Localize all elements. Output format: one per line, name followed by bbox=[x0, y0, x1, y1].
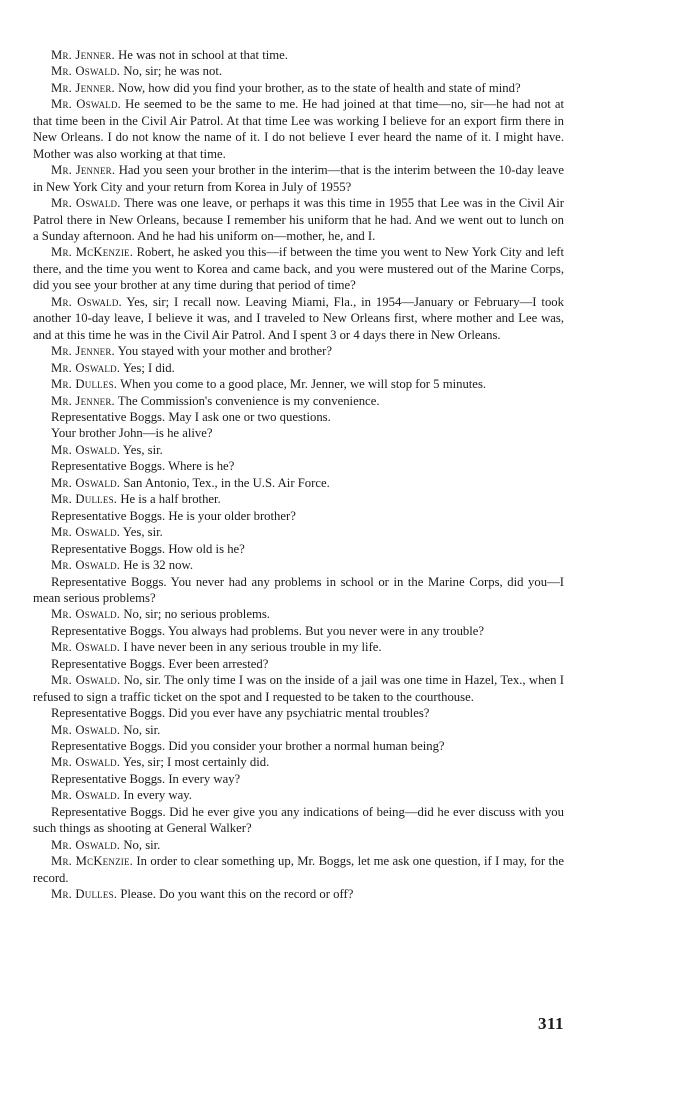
speaker-name: Mr. Oswald. bbox=[51, 755, 121, 770]
transcript-paragraph bbox=[33, 672, 564, 705]
paragraph-text: No, sir; he was not. bbox=[120, 64, 223, 79]
speaker-name: Mr. Dulles. bbox=[51, 377, 118, 392]
speaker-name: Mr. Jenner. bbox=[51, 48, 115, 62]
transcript-paragraph bbox=[33, 606, 564, 622]
speaker-name: Mr. Oswald. bbox=[51, 442, 121, 457]
transcript-paragraph bbox=[33, 475, 564, 491]
paragraph-text: No, sir. bbox=[120, 837, 161, 852]
transcript-paragraph bbox=[33, 195, 564, 244]
transcript-paragraph bbox=[33, 722, 564, 738]
paragraph-text: Representative Boggs. He is your older brother? bbox=[51, 508, 296, 523]
paragraph-text: I have never been in any serious trouble in my life. bbox=[120, 640, 382, 655]
transcript-paragraph bbox=[33, 557, 564, 573]
paragraph-text: In order to clear something up, Mr. Boggs, let me ask one question, if I may, for the record. bbox=[33, 854, 564, 885]
paragraph-text: There was one leave, or perhaps it was this time in 1955 that Lee was in the Civil Air Patrol there in New Orleans, because I remember his uniform that he had. And we went out to lunch on a Sunday afternoon. And he had his uniform on—mother, he, and I. bbox=[33, 196, 564, 243]
transcript-paragraph bbox=[33, 508, 564, 524]
transcript-paragraph bbox=[33, 574, 564, 607]
paragraph-text: Representative Boggs. May I ask one or two questions. bbox=[51, 409, 331, 424]
paragraph-text: Representative Boggs. How old is he? bbox=[51, 541, 245, 556]
transcript-paragraph bbox=[33, 754, 564, 770]
transcript-paragraph bbox=[33, 639, 564, 655]
transcript-paragraph bbox=[33, 360, 564, 376]
paragraph-text: He seemed to be the same to me. He had joined at that time—no, sir—he had not at that time been in the Civil Air Patrol. At that time Lee was working I believe for an export firm there in New Orleans. I do not know the name of it. I do not believe I ever heard the name of it. I might have. Mother was also working at that time. bbox=[33, 97, 564, 161]
paragraph-text: Yes, sir. bbox=[120, 525, 163, 540]
transcript-paragraph bbox=[33, 376, 564, 392]
paragraph-text: He is a half brother. bbox=[117, 492, 221, 507]
transcript-paragraph bbox=[33, 656, 564, 672]
transcript-paragraph bbox=[33, 343, 564, 359]
transcript-paragraph bbox=[33, 787, 564, 803]
paragraph-text: When you come to a good place, Mr. Jenner, we will stop for 5 minutes. bbox=[117, 377, 487, 392]
speaker-name: Mr. Oswald. bbox=[51, 607, 121, 622]
paragraph-text: Now, how did you find your brother, as to the state of health and state of mind? bbox=[114, 80, 521, 95]
speaker-name: Mr. Oswald. bbox=[51, 196, 121, 211]
transcript-paragraph bbox=[33, 244, 564, 293]
transcript-paragraph bbox=[33, 294, 564, 343]
transcript-paragraph bbox=[33, 623, 564, 639]
paragraph-text: No, sir; no serious problems. bbox=[120, 607, 270, 622]
speaker-name: Mr. Oswald. bbox=[51, 558, 121, 573]
transcript-paragraph bbox=[33, 47, 564, 63]
transcript-paragraph bbox=[33, 409, 564, 425]
speaker-name: Mr. Jenner. bbox=[51, 163, 116, 178]
speaker-name: Mr. McKenzie. bbox=[51, 854, 134, 869]
paragraph-text: Yes, sir. bbox=[120, 442, 163, 457]
speaker-name: Mr. Dulles. bbox=[51, 492, 118, 507]
speaker-name: Mr. Dulles. bbox=[51, 887, 118, 902]
transcript-paragraph bbox=[33, 853, 564, 886]
transcript-paragraph bbox=[33, 393, 564, 409]
transcript-paragraph bbox=[33, 491, 564, 507]
paragraph-text: Had you seen your brother in the interim—that is the interim between the 10-day leave in New York City and your return from Korea in July of 1955? bbox=[33, 163, 564, 194]
paragraph-text: In every way. bbox=[120, 788, 192, 803]
paragraph-text: He was not in school at that time. bbox=[114, 48, 288, 62]
paragraph-text: Representative Boggs. Where is he? bbox=[51, 459, 235, 474]
speaker-name: Mr. Oswald. bbox=[51, 788, 121, 803]
transcript-paragraph bbox=[33, 425, 564, 441]
speaker-name: Mr. Oswald. bbox=[51, 294, 122, 309]
transcript-paragraph bbox=[33, 738, 564, 754]
paragraph-text: Representative Boggs. Did he ever give you any indications of being—did he ever discuss with you such things as shooting at General Walker? bbox=[33, 804, 564, 836]
speaker-name: Mr. Oswald. bbox=[51, 640, 121, 655]
page-number: 311 bbox=[537, 1014, 564, 1033]
speaker-name: Mr. Jenner. bbox=[51, 393, 115, 408]
paragraph-text: Yes, sir; I most certainly did. bbox=[120, 755, 270, 770]
paragraph-text: Representative Boggs. Did you consider your brother a normal human being? bbox=[51, 739, 445, 754]
transcript-paragraph bbox=[33, 458, 564, 474]
paragraph-text: Representative Boggs. Ever been arrested? bbox=[51, 656, 269, 671]
transcript-paragraph bbox=[33, 886, 564, 902]
transcript-paragraph bbox=[33, 96, 564, 162]
paragraph-text: Please. Do you want this on the record or off? bbox=[117, 887, 354, 902]
speaker-name: Mr. Oswald. bbox=[51, 475, 121, 490]
speaker-name: Mr. Oswald. bbox=[51, 360, 121, 375]
speaker-name: Mr. Jenner. bbox=[51, 80, 115, 95]
speaker-name: Mr. Oswald. bbox=[51, 97, 122, 112]
paragraph-text: No, sir. The only time I was on the inside of a jail was one time in Hazel, Tex., when I refused to sign a traffic ticket on the spot and I requested to be taken to the courthouse. bbox=[33, 673, 564, 704]
transcript-paragraph bbox=[33, 705, 564, 721]
paragraph-text: Representative Boggs. Did you ever have any psychiatric mental troubles? bbox=[51, 706, 430, 721]
paragraph-text: Your brother John—is he alive? bbox=[51, 426, 213, 441]
speaker-name: Mr. Oswald. bbox=[51, 722, 121, 737]
transcript-paragraph bbox=[33, 162, 564, 195]
paragraph-text: Robert, he asked you this—if between the time you went to New York City and left there, and the time you went to Korea and came back, and you were mustered out of the Marine Corps, did you see your brother at any time during that period of time? bbox=[33, 245, 564, 293]
paragraph-text: Yes; I did. bbox=[120, 360, 175, 375]
transcript-paragraph bbox=[33, 524, 564, 540]
paragraph-text: Yes, sir; I recall now. Leaving Miami, Fla., in 1954—January or February—I took another 10-day leave, I believe it was, and I traveled to New Orleans first, where mother and Lee was, and at this time he was in the Civil Air Patrol. And I spent 3 or 4 days there in New Orleans. bbox=[33, 294, 564, 342]
paragraph-text: He is 32 now. bbox=[120, 558, 194, 573]
transcript-paragraph bbox=[33, 63, 564, 79]
speaker-name: Mr. Oswald. bbox=[51, 673, 121, 688]
transcript-page bbox=[33, 47, 564, 903]
transcript-paragraph bbox=[33, 804, 564, 837]
speaker-name: Mr. Oswald. bbox=[51, 837, 121, 852]
paragraph-text: The Commission's convenience is my convenience. bbox=[114, 393, 380, 408]
transcript-paragraph bbox=[33, 442, 564, 458]
transcript-body bbox=[33, 47, 564, 903]
paragraph-text: No, sir. bbox=[120, 722, 161, 737]
paragraph-text: Representative Boggs. You never had any problems in school or in the Marine Corps, did you—I mean serious problems? bbox=[33, 574, 564, 605]
transcript-paragraph bbox=[33, 771, 564, 787]
transcript-paragraph bbox=[33, 837, 564, 853]
paragraph-text: Representative Boggs. In every way? bbox=[51, 771, 241, 786]
paragraph-text: San Antonio, Tex., in the U.S. Air Force. bbox=[120, 475, 330, 490]
speaker-name: Mr. Oswald. bbox=[51, 64, 121, 79]
paragraph-text: You stayed with your mother and brother? bbox=[114, 344, 332, 359]
speaker-name: Mr. McKenzie. bbox=[51, 245, 134, 260]
speaker-name: Mr. Oswald. bbox=[51, 525, 121, 540]
transcript-paragraph bbox=[33, 80, 564, 96]
speaker-name: Mr. Jenner. bbox=[51, 344, 115, 359]
transcript-paragraph bbox=[33, 541, 564, 557]
paragraph-text: Representative Boggs. You always had problems. But you never were in any trouble? bbox=[51, 623, 485, 638]
